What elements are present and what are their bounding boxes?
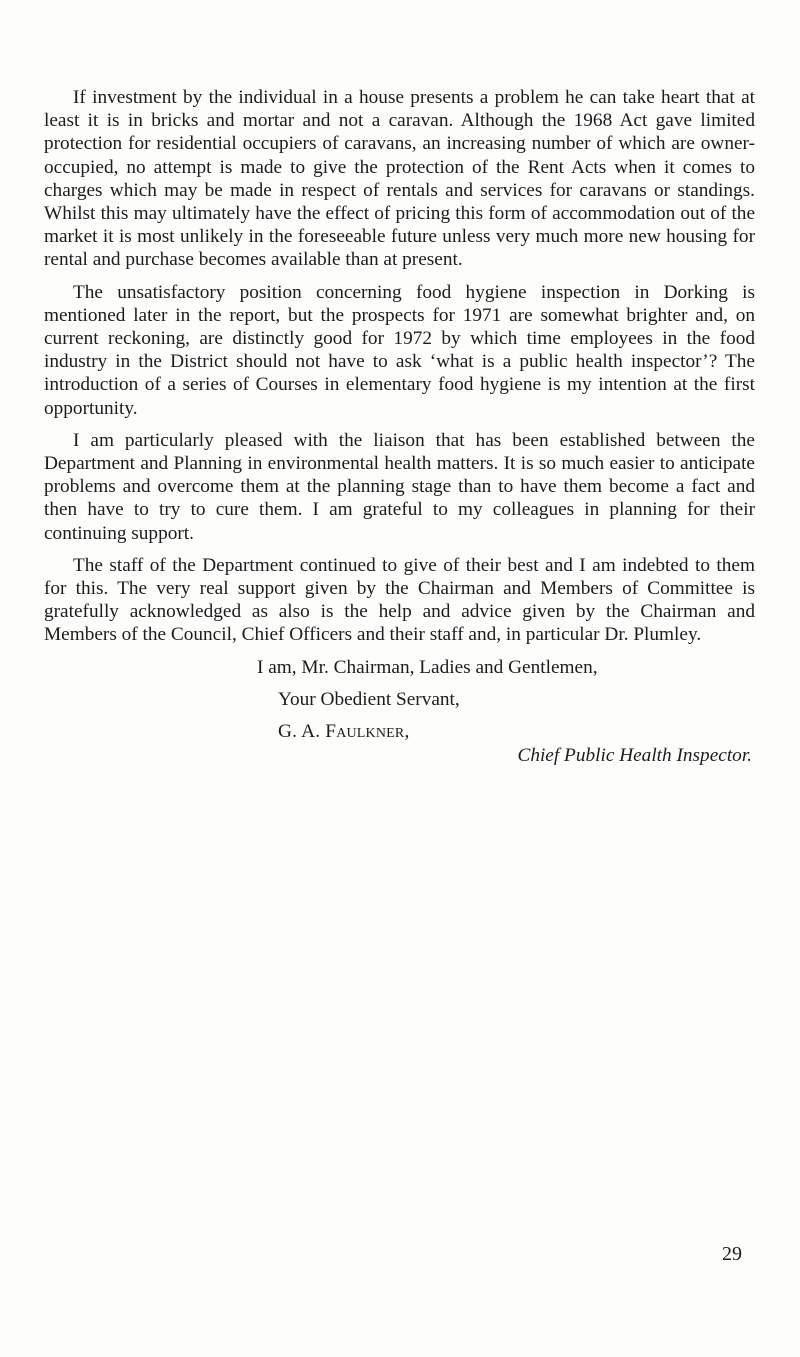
paragraph-food-hygiene: The unsatisfactory position concerning food hygiene inspection in Dorking is mentioned later in the report, but the prospects for 1971 are somewhat brighter and, on current reckoning, are distinctly good for 1972 by which time employees in the food industry in the District should not have to ask ‘what is a public health inspector’? The introduction of a series of Courses in elementary food hygiene is my intention at the first opportunity. (44, 281, 755, 419)
signature-title: Chief Public Health Inspector. (517, 745, 752, 767)
page-number: 29 (722, 1243, 742, 1265)
report-body (44, 86, 755, 767)
closing-valediction: Your Obedient Servant, (278, 688, 460, 710)
paragraph-planning-liaison: I am particularly pleased with the liaison that has been established between the Department and Planning in environmental health matters. It is so much easier to anticipate problems and overcome them at the planning stage than to have them become a fact and then have to try to cure them. I am grateful to my colleagues in planning for their continuing support. (44, 429, 755, 544)
signature-name: G. A. Faulkner, (278, 721, 410, 743)
paragraph-acknowledgements: The staff of the Department continued to give of their best and I am indebted to them for this. The very real support given by the Chairman and Members of Committee is gratefully acknowledged as also is the help and advice given by the Chairman and Members of the Council, Chief Officers and their staff and, in particular Dr. Plumley. (44, 554, 755, 646)
closing-salutation: I am, Mr. Chairman, Ladies and Gentlemen, (257, 656, 598, 678)
letter-closing (44, 656, 755, 768)
paragraph-caravans: If investment by the individual in a house presents a problem he can take heart that at least it is in bricks and mortar and not a caravan. Although the 1968 Act gave limited protection for residential occupiers of caravans, an increasing number of which are owner-occupied, no attempt is made to give the protection of the Rent Acts when it comes to charges which may be made in respect of rentals and services for caravans or standings. Whilst this may ultimately have the effect of pricing this form of accommodation out of the market it is most unlikely in the foreseeable future unless very much more new housing for rental and purchase becomes available than at present. (44, 87, 755, 271)
